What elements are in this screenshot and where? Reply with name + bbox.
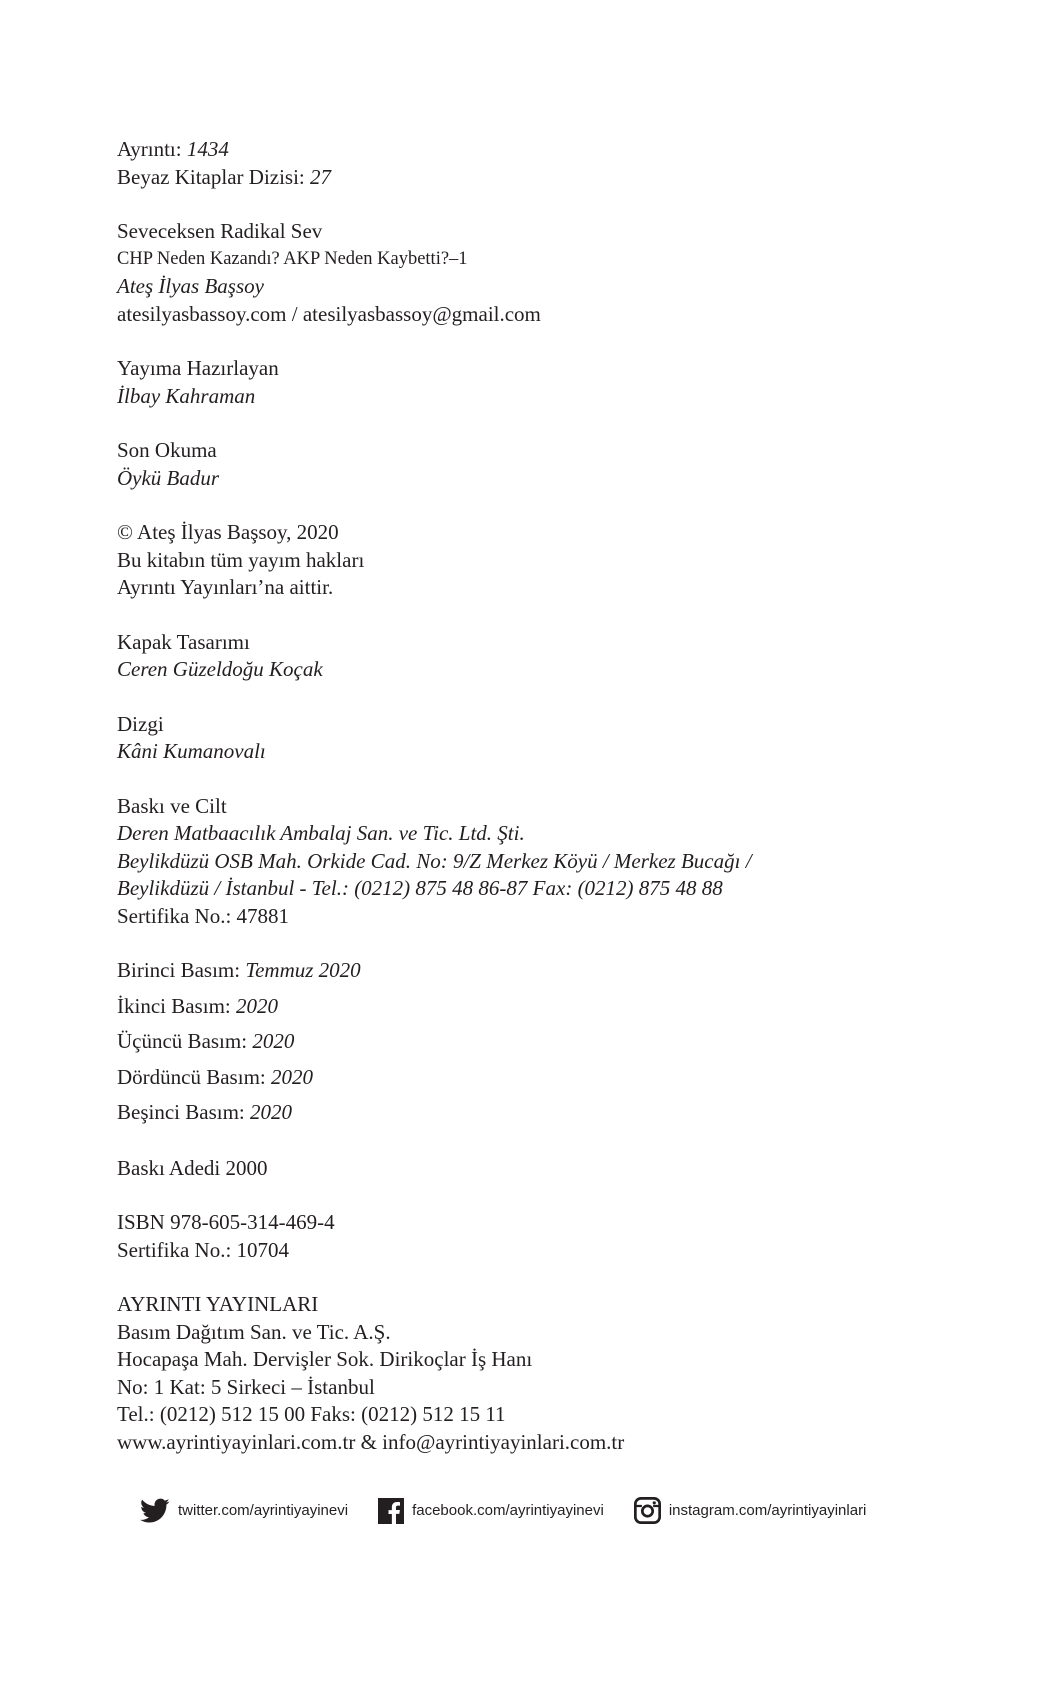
editor-label: Yayıma Hazırlayan xyxy=(117,356,279,380)
publisher-address-2: No: 1 Kat: 5 Sirkeci – İstanbul xyxy=(117,1374,375,1399)
instagram-icon xyxy=(634,1497,661,1524)
series-info xyxy=(117,136,1017,191)
series-number: 1434 xyxy=(186,137,229,161)
copyright-notice: © Ateş İlyas Başsoy, 2020 xyxy=(117,520,339,544)
twitter-handle: twitter.com/ayrintiyayinevi xyxy=(178,1502,349,1519)
edition-item xyxy=(117,1060,1017,1096)
printing-address-1: Beylikdüzü OSB Mah. Orkide Cad. No: 9/Z Merkez Köyü / Merkez Bucağı / xyxy=(117,848,752,873)
printing-label: Baskı ve Cilt xyxy=(117,793,227,818)
publisher-info xyxy=(117,1291,1017,1456)
edition-date: 2020 xyxy=(270,1064,313,1089)
instagram-link[interactable] xyxy=(634,1497,867,1524)
editions-list xyxy=(117,953,1017,1131)
proofreading-label: Son Okuma xyxy=(117,438,217,462)
edition-date: Temmuz 2020 xyxy=(245,958,361,982)
publisher-web[interactable]: www.ayrintiyayinlari.com.tr & info@ayrintiyayinlari.com.tr xyxy=(117,1429,625,1454)
printing-house-info xyxy=(117,793,1017,931)
print-run-info xyxy=(117,1155,1017,1183)
edition-date: 2020 xyxy=(236,993,278,1018)
isbn-info xyxy=(117,1209,1017,1264)
rights-line-1: Bu kitabın tüm yayım hakları xyxy=(117,547,365,572)
book-title: Seveceksen Radikal Sev xyxy=(117,219,323,243)
book-subtitle: CHP Neden Kazandı? AKP Neden Kaybetti?–1 xyxy=(117,248,468,269)
sub-series-number: 27 xyxy=(310,164,332,189)
instagram-handle: instagram.com/ayrintiyayinlari xyxy=(668,1502,867,1519)
facebook-link[interactable] xyxy=(378,1498,604,1524)
twitter-icon xyxy=(140,1498,170,1524)
edition-label: İkinci Basım: xyxy=(117,993,236,1018)
publisher-company: Basım Dağıtım San. ve Tic. A.Ş. xyxy=(117,1319,391,1344)
editor-name: İlbay Kahraman xyxy=(117,383,256,408)
book-info xyxy=(117,218,1017,328)
print-run: Baskı Adedi 2000 xyxy=(117,1155,268,1180)
sub-series-line xyxy=(117,164,1017,192)
copyright-info xyxy=(117,519,1017,602)
edition-label: Birinci Basım: xyxy=(117,958,246,982)
edition-label: Beşinci Basım: xyxy=(117,1100,250,1124)
edition-item xyxy=(117,953,1017,989)
editor-info xyxy=(117,355,1017,410)
series-label: Ayrıntı: xyxy=(117,137,187,161)
isbn: ISBN 978-605-314-469-4 xyxy=(117,1210,335,1234)
series-line xyxy=(117,136,1017,164)
edition-item xyxy=(117,1024,1017,1060)
printing-address-2: Beylikdüzü / İstanbul - Tel.: (0212) 875 48 86-87 Fax: (0212) 875 48 88 xyxy=(117,876,723,900)
cover-designer: Ceren Güzeldoğu Koçak xyxy=(117,657,323,681)
sub-series-label: Beyaz Kitaplar Dizisi: xyxy=(117,164,311,189)
typesetting-label: Dizgi xyxy=(117,711,164,736)
typesetting-info xyxy=(117,711,1017,766)
rights-line-2: Ayrıntı Yayınları’na aittir. xyxy=(117,575,334,599)
printing-certificate: Sertifika No.: 47881 xyxy=(117,903,290,928)
cover-info xyxy=(117,629,1017,684)
printing-company: Deren Matbaacılık Ambalaj San. ve Tic. Ltd. Şti. xyxy=(117,821,525,845)
edition-label: Üçüncü Basım: xyxy=(117,1029,253,1053)
proofreading-name: Öykü Badur xyxy=(117,465,220,490)
edition-label: Dördüncü Basım: xyxy=(117,1064,271,1089)
edition-item xyxy=(117,989,1017,1025)
copyright-page xyxy=(117,136,1017,1483)
facebook-icon xyxy=(378,1498,404,1524)
social-links xyxy=(140,1497,896,1524)
proofreading-info xyxy=(117,437,1017,492)
typesetter-name: Kâni Kumanovalı xyxy=(117,739,266,763)
publisher-phone: Tel.: (0212) 512 15 00 Faks: (0212) 512 15 11 xyxy=(117,1402,506,1426)
publisher-name: AYRINTI YAYINLARI xyxy=(117,1292,319,1316)
author-contact[interactable]: atesilyasbassoy.com / atesilyasbassoy@gmail.com xyxy=(117,301,541,326)
cover-label: Kapak Tasarımı xyxy=(117,629,250,654)
edition-item xyxy=(117,1095,1017,1131)
book-author: Ateş İlyas Başsoy xyxy=(117,274,264,298)
publisher-address-1: Hocapaşa Mah. Dervişler Sok. Dirikoçlar İş Hanı xyxy=(117,1347,533,1371)
edition-date: 2020 xyxy=(250,1100,292,1124)
edition-date: 2020 xyxy=(252,1029,295,1053)
facebook-handle: facebook.com/ayrintiyayinevi xyxy=(412,1502,604,1519)
publisher-certificate: Sertifika No.: 10704 xyxy=(117,1237,290,1262)
twitter-link[interactable] xyxy=(140,1498,348,1524)
